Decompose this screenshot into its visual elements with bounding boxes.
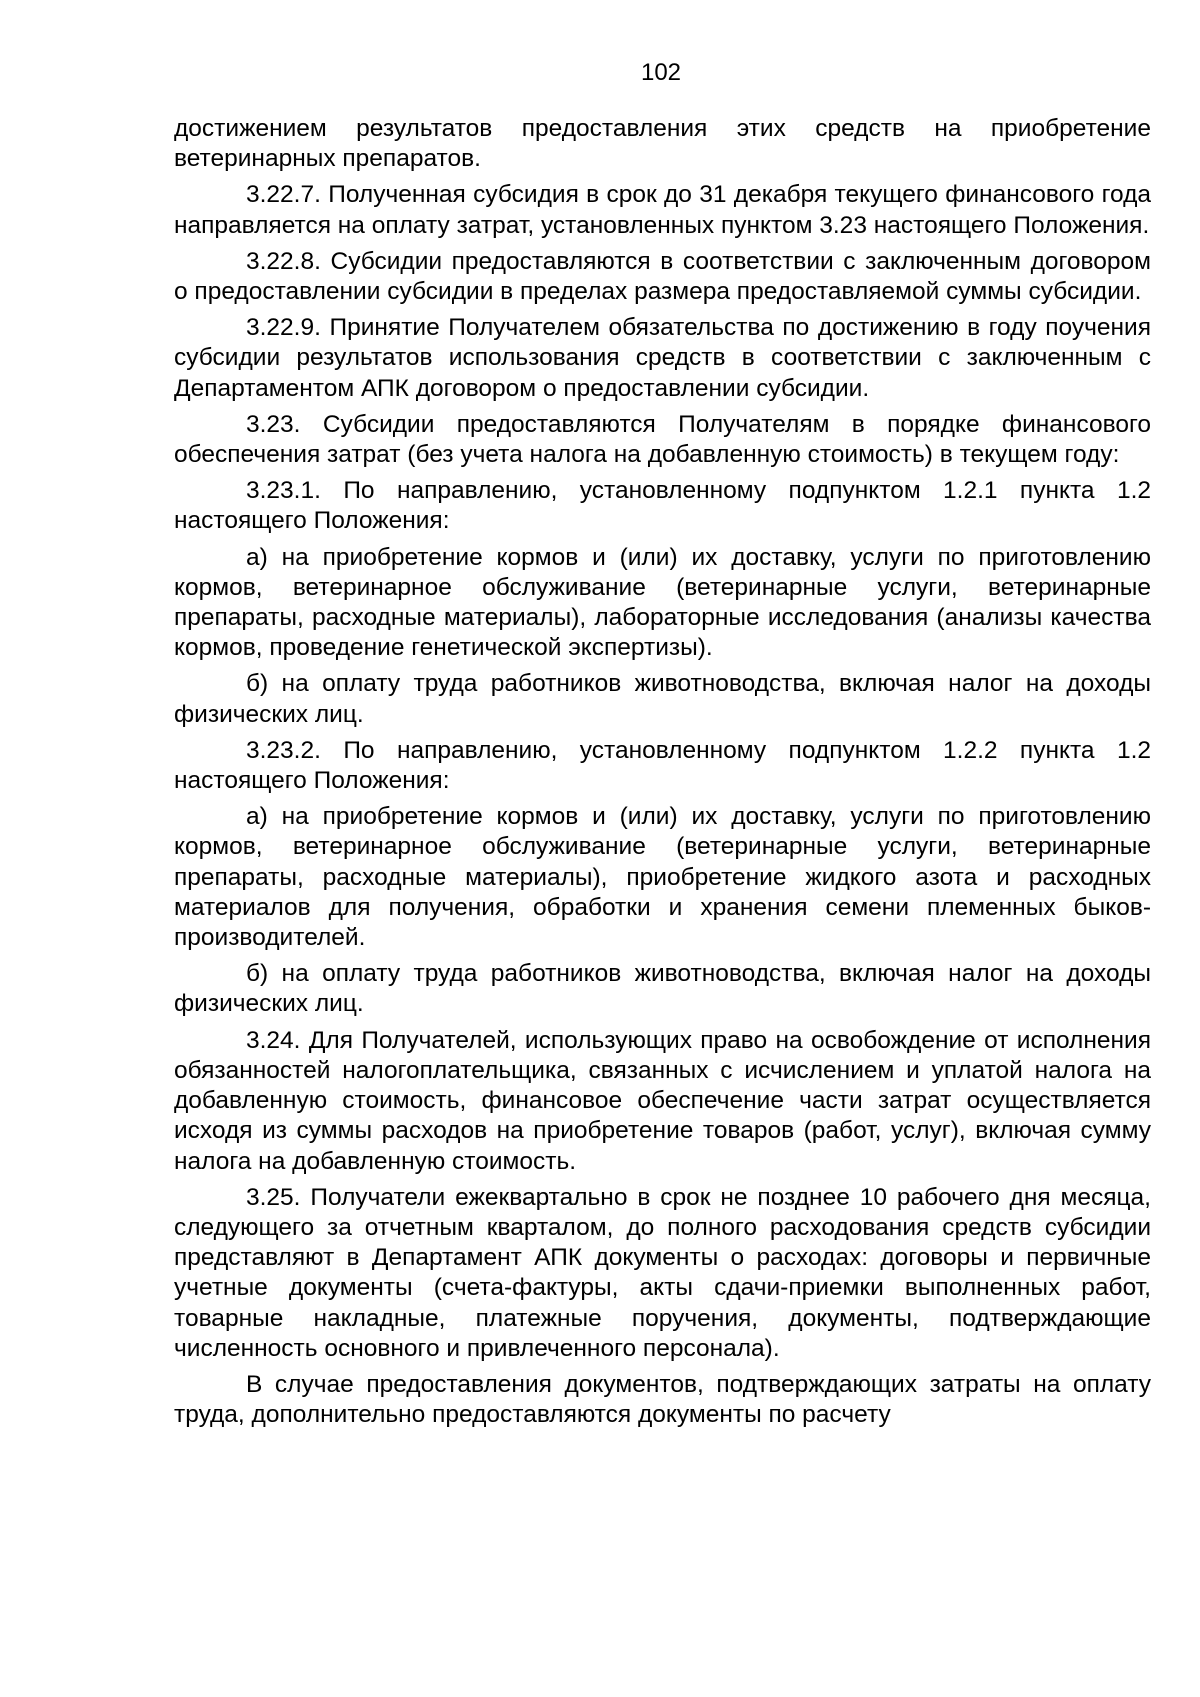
paragraph-3-22-7: 3.22.7. Полученная субсидия в срок до 31 декабря текущего финансового года направляется на оплату затрат, установленных пунктом 3.23 настоящего Положения. <box>174 181 1151 239</box>
paragraph-3-23-2: 3.23.2. По направлению, установленному подпунктом 1.2.2 пункта 1.2 настоящего Положения: <box>174 736 1151 795</box>
paragraph-3-23: 3.23. Субсидии предоставляются Получателям в порядке финансового обеспечения затрат (без учета налога на добавленную стоимость) в текущем году: <box>174 410 1151 469</box>
paragraph-3-23-1-a: а) на приобретение кормов и (или) их доставку, услуги по приготовлению кормов, ветеринарное обслуживание (ветеринарные услуги, ветеринарные препараты, расходные материалы), лабораторные исследования (анализы качества кормов, проведение генетической экспертизы). <box>174 543 1151 662</box>
paragraph-3-23-1: 3.23.1. По направлению, установленному подпунктом 1.2.1 пункта 1.2 настоящего Положения: <box>174 477 1151 535</box>
paragraph-3-23-2-b: б) на оплату труда работников животноводства, включая налог на доходы физических лиц. <box>174 960 1151 1018</box>
document-body <box>174 114 1151 1436</box>
paragraph-labor-docs: В случае предоставления документов, подтверждающих затраты на оплату труда, дополнительно предоставляются документы по расчету <box>174 1370 1151 1429</box>
paragraph-3-25: 3.25. Получатели ежеквартально в срок не позднее 10 рабочего дня месяца, следующего за отчетным кварталом, до полного расходования средств субсидии представляют в Департамент АПК документы о расходах: договоры и первичные учетные документы (счета-фактуры, акты сдачи-приемки выполненных работ, товарные накладные, платежные поручения, документы, подтверждающие численность основного и привлеченного персонала). <box>174 1183 1151 1362</box>
page-number: 102 <box>640 59 682 86</box>
paragraph-3-22-9: 3.22.9. Принятие Получателем обязательства по достижению в году поучения субсидии результатов использования средств в соответствии с заключенным с Департаментом АПК договором о предоставлении субсидии. <box>174 314 1151 402</box>
paragraph-3-23-1-b: б) на оплату труда работников животноводства, включая налог на доходы физических лиц. <box>174 670 1151 728</box>
paragraph-continuation: достижением результатов предоставления этих средств на приобретение ветеринарных препаратов. <box>174 115 1151 173</box>
paragraph-3-22-8: 3.22.8. Субсидии предоставляются в соответствии с заключенным договором о предоставлении субсидии в пределах размера предоставляемой суммы субсидии. <box>174 247 1151 306</box>
paragraph-3-23-2-a: а) на приобретение кормов и (или) их доставку, услуги по приготовлению кормов, ветеринарное обслуживание (ветеринарные услуги, ветеринарные препараты, расходные материалы), приобретение жидкого азота и расходных материалов для получения, обработки и хранения семени племенных быков-производителей. <box>174 803 1151 952</box>
paragraph-3-24: 3.24. Для Получателей, использующих право на освобождение от исполнения обязанностей налогоплательщика, связанных с исчислением и уплатой налога на добавленную стоимость, финансовое обеспечение части затрат осуществляется исходя из суммы расходов на приобретение товаров (работ, услуг), включая сумму налога на добавленную стоимость. <box>174 1026 1151 1175</box>
